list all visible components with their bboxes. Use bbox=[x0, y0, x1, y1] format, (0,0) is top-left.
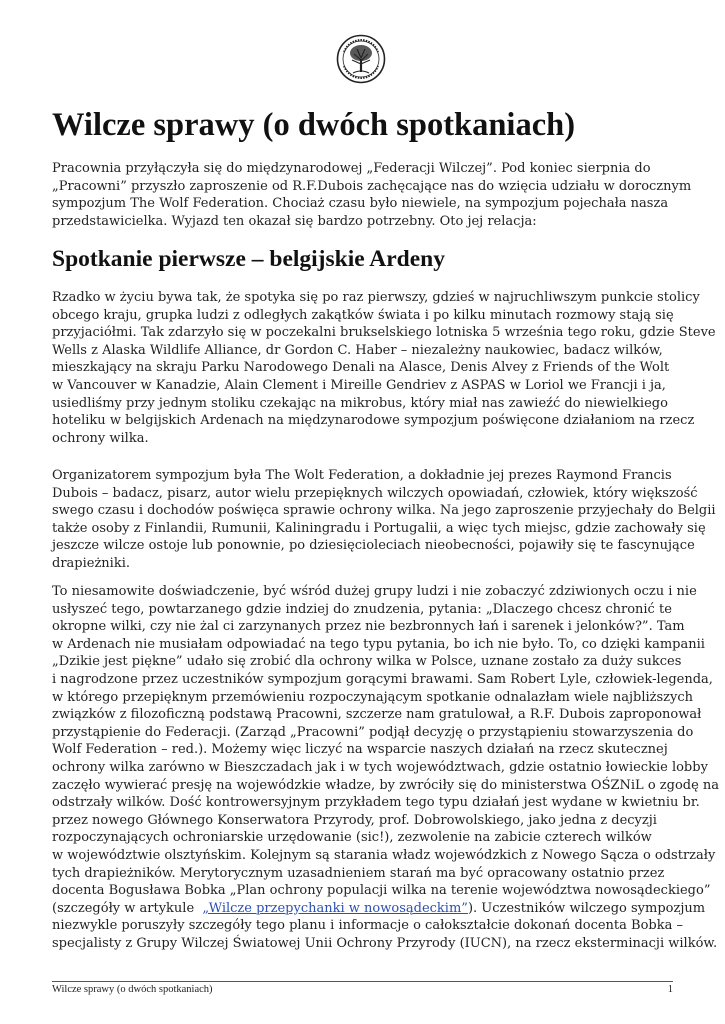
text-line: ochrony wilka. bbox=[52, 430, 149, 446]
text-line: w Vancouver w Kanadzie, Alain Clement i Mireille Gendriev z ASPAS w Loriol we Francji i ja, bbox=[52, 377, 666, 393]
footer-title: Wilcze sprawy (o dwóch spotkaniach) bbox=[52, 984, 213, 995]
section-heading: Spotkanie pierwsze – belgijskie Ardeny bbox=[52, 246, 445, 272]
text-line: Organizatorem sympozjum była The Wolt Federation, a dokładnie jej prezes Raymond Francis bbox=[52, 468, 672, 483]
text-line: usiedliśmy przy jednym stoliku czekając na mikrobus, który miał nas zawieźć do niewielkiego bbox=[52, 395, 668, 411]
link-prefix-text: (szczegóły w artykule bbox=[52, 900, 203, 916]
text-line: swego czasu i dochodów poświęca sprawie ochrony wilka. Na jego zaproszenie przyjechały do Belgii bbox=[52, 503, 716, 519]
text-line: ochrony wilka zarówno w Bieszczadach jak i w tych województwach, gdzie ostatnio łowieckie lobby bbox=[52, 759, 708, 775]
text-line: niezwykle poruszyły szczegóły tego planu i informacje o całokształcie dokonań docenta Bobka – bbox=[52, 918, 684, 934]
text-line: w Ardenach nie musiałam odpowiadać na tego typu pytania, bo ich nie było. To, co dzięki kampanii bbox=[52, 636, 705, 652]
article-link-wilcze-przepychanki[interactable]: „Wilcze przepychanki w nowosądeckim” bbox=[202, 900, 468, 916]
text-line: Pracownia przyłączyła się do międzynarodowej „Federacji Wilczej”. Pod koniec sierpnia do bbox=[52, 161, 651, 176]
footer-divider bbox=[52, 981, 673, 982]
text-line: w województwie olsztyńskim. Kolejnym są starania władz wojewódzkich z Nowego Sącza o odstrzały bbox=[52, 847, 716, 863]
text-line: jeszcze wilcze ostoje lub ponownie, po dziesięcioleciach nieobecności, pojawiły się te fascynujące bbox=[52, 538, 695, 554]
text-line: związków z filozoficzną podstawą Pracowni, szczerze nam gratulował, a R.F. Dubois zaproponował bbox=[52, 707, 702, 723]
text-line: sympozjum The Wolf Federation. Chociaż czasu było niewiele, na sympozjum pojechała nasza bbox=[52, 196, 669, 212]
text-line: drapieżniki. bbox=[52, 555, 131, 571]
text-line: „Pracowni” przyszło zaproszenie od R.F.Dubois zachęcające nas do wzięcia udziału w dorocznym bbox=[52, 178, 692, 194]
text-line: obcego kraju, grupka ludzi z odległych zakątków świata i po kilku minutach rozmowy stają się bbox=[52, 307, 674, 323]
text-line: przyjaciółmi. Tak zdarzyło się w poczekalni brukselskiego lotniska 5 września tego roku, gdzie Steve bbox=[52, 325, 716, 341]
text-line: usłyszeć tego, powtarzanego gdzie indziej do znudzenia, pytania: „Dlaczego chcesz chronić te bbox=[52, 601, 672, 617]
paragraph-3 bbox=[52, 583, 719, 952]
text-line: rozpoczynających ochroniarskie urzędowanie (sic!), zezwolenie na zabicie czterech wilków bbox=[52, 830, 652, 846]
text-line: Wolf Federation – red.). Możemy więc liczyć na wsparcie naszych działań na rzecz skutecznej bbox=[52, 742, 668, 758]
text-line: specjalisty z Grupy Wilczej Światowej Unii Ochrony Przyrody (IUCN), na rzecz eksterminacji wilków. bbox=[52, 935, 718, 951]
text-line-with-link bbox=[52, 900, 719, 918]
text-line: tych drapieżników. Merytorycznym uzasadnieniem starań ma być opracowany ostatnio przez bbox=[52, 865, 665, 881]
page-title: Wilcze sprawy (o dwóch spotkaniach) bbox=[52, 107, 576, 143]
text-line: przez nowego Głównego Konserwatora Przyrody, prof. Dobrowolskiego, jako jedna z decyzji bbox=[52, 812, 657, 828]
intro-paragraph bbox=[52, 160, 691, 230]
paragraph-1 bbox=[52, 289, 716, 447]
text-line: także osoby z Finlandii, Rumunii, Kaliningradu i Portugalii, a więc tych miejsc, gdzie zachowały się bbox=[52, 520, 706, 536]
text-line: mieszkający na skraju Parku Narodowego Denali na Alasce, Denis Alvey z Friends of the Wolt bbox=[52, 360, 670, 376]
text-line: Dubois – badacz, pisarz, autor wielu przepięknych wilczych opowiadań, człowiek, który większość bbox=[52, 485, 698, 501]
text-line: Rzadko w życiu bywa tak, że spotyka się po raz pierwszy, gdzieś w najruchliwszym punkcie stolicy bbox=[52, 290, 700, 305]
text-line: odstrzały wilków. Dość kontrowersyjnym przykładem tego typu działań jest wydane w kwietniu br. bbox=[52, 795, 700, 811]
text-line: przedstawicielka. Wyjazd ten okazał się bardzo potrzebny. Oto jej relacja: bbox=[52, 213, 537, 229]
text-line: zaczęło wywierać presję na wojewódzkie władze, by zwróciły się do ministerstwa OŚZNiL o zgodę na bbox=[52, 777, 720, 793]
text-line: docenta Bogusława Bobka „Plan ochrony populacji wilka na terenie województwa nowosądeckiego” bbox=[52, 883, 711, 899]
text-line: Wells z Alaska Wildlife Alliance, dr Gordon C. Haber – niezależny naukowiec, badacz wilków, bbox=[52, 342, 663, 358]
page-number: 1 bbox=[667, 984, 673, 995]
text-line: w którego przepięknym przemówieniu rozpoczynającym spotkanie odnalazłam wiele najbliższych bbox=[52, 689, 694, 705]
tree-seal-logo-icon bbox=[332, 34, 390, 84]
text-line: „Dzikie jest piękne” udało się zrobić dla ochrony wilka w Polsce, uznane zostało za duży sukces bbox=[52, 654, 682, 670]
paragraph-2 bbox=[52, 467, 716, 573]
link-suffix-text: ). Uczestników wilczego sympozjum bbox=[467, 900, 706, 916]
text-line: okropne wilki, czy nie żal ci zarzynanych przez nie bezbronnych łań i sarenek i jelonków?”. Tam bbox=[52, 619, 685, 635]
text-line: przystąpienie do Federacji. (Zarząd „Pracowni” podjął decyzję o przystąpieniu stowarzyszenia do bbox=[52, 724, 694, 740]
text-line: To niesamowite doświadczenie, być wśród dużej grupy ludzi i nie zobaczyć zdziwionych oczu i nie bbox=[52, 584, 697, 599]
text-line: hoteliku w belgijskich Ardenach na międzynarodowe sympozjum poświęcone działaniom na rzecz bbox=[52, 413, 695, 429]
text-line: i nagrodzone przez uczestników sympozjum gorącymi brawami. Sam Robert Lyle, człowiek-legenda, bbox=[52, 671, 713, 687]
